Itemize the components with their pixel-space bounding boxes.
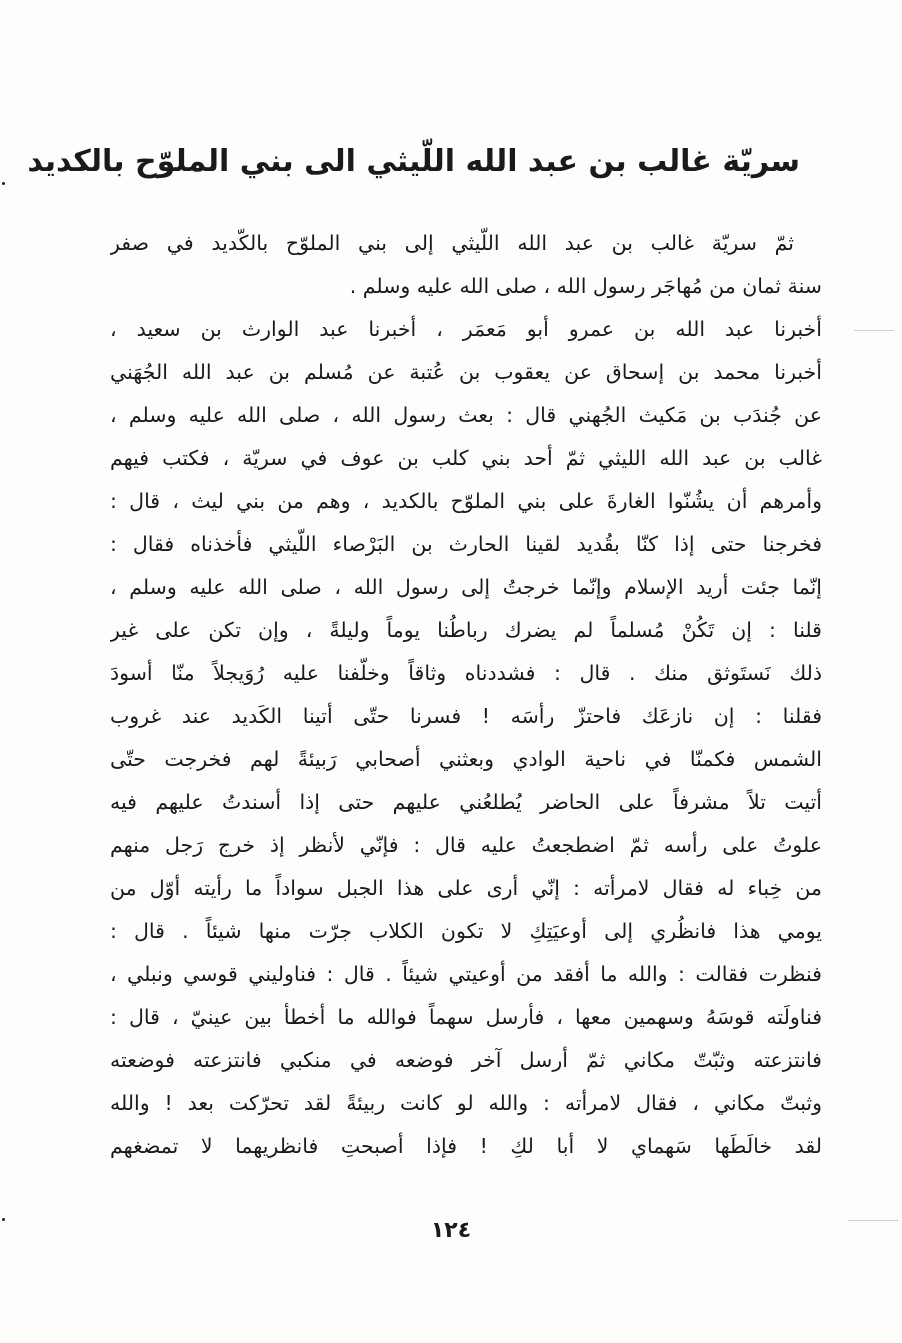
text-line: فناولَته قوسَهُ وسهمين معها ، فأرسل سهماً فوالله ما أخطأ بين عينيّ ، قال : [110, 1005, 822, 1029]
text-line: سنة ثمان من مُهاجَر رسول الله ، صلى الله عليه وسلم . [349, 274, 822, 298]
text-line: يومي هذا فانظُري إلى أوعيَتِكِ لا تكون الكلاب جرّت منها شيئاً . قال : [110, 919, 822, 943]
page-number: ١٢٤ [430, 1218, 472, 1243]
text-line: من خِباء له فقال لامرأته : إنّي أرى على هذا الجبل سواداً ما رأيته أوّل من [110, 876, 822, 900]
body-text [110, 222, 822, 1168]
text-line: ثمّ سريّة غالب بن عبد الله اللّيثي إلى بني الملوّح بالكّديد في صفر [110, 231, 794, 255]
text-line: أخبرنا محمد بن إسحاق عن يعقوب بن عُتبة عن مُسلم بن عبد الله الجُهَني [110, 360, 822, 384]
text-line: علوتُ على رأسه ثمّ اضطجعتُ عليه قال : فإنّي لأنظر إذ خرج رَجل منهم [110, 833, 822, 857]
text-line: عن جُندَب بن مَكيث الجُهني قال : بعث رسول الله ، صلى الله عليه وسلم ، [110, 403, 822, 427]
text-line: غالب بن عبد الله الليثي ثمّ أحد بني كلب بن عوف في سريّة ، فكتب فيهم [110, 446, 822, 470]
text-line: أخبرنا عبد الله بن عمرو أبو مَعمَر ، أخبرنا عبد الوارث بن سعيد ، [110, 317, 822, 341]
text-line: الشمس فكمنّا في ناحية الوادي وبعثني أصحابي رَبيئةً لهم فخرجت حتّى [110, 747, 822, 771]
scan-edge-line [854, 330, 894, 331]
scan-mark [2, 182, 5, 185]
text-line: لقد خالَطَها سَهماي لا أبا لكِ ! فإذا أصبحتِ فانظريهما لا تمضغهم [110, 1134, 822, 1158]
text-line: أتيت تلاً مشرفاً على الحاضر يُطلعُني عليهم حتى إذا أسندتُ عليهم فيه [110, 790, 822, 814]
text-line: قلنا : إن تَكُنْ مُسلماً لم يضرك رباطُنا يوماً وليلةً ، وإن تكن على غير [110, 618, 822, 642]
chapter-title: سريّة غالب بن عبد الله اللّيثي الى بني الملوّح بالكديد [27, 144, 800, 179]
text-line: فانتزعته وثبّتّ مكاني ثمّ أرسل آخر فوضعه في منكبي فانتزعته فوضعته [110, 1048, 822, 1072]
text-line: وثبتّ مكاني ، فقال لامرأته : والله لو كانت ربيئةً لقد تحرّكت بعد ! والله [110, 1091, 822, 1115]
text-line: فنظرت فقالت : والله ما أفقد من أوعيتي شيئاً . قال : فناوليني قوسي ونبلي ، [110, 962, 822, 986]
text-line: فخرجنا حتى إذا كنّا بقُديد لقينا الحارث بن البَرْصاء اللّيثي فأخذناه فقال : [110, 532, 822, 556]
text-line: ذلك نَستَوثق منك . قال : فشددناه وثاقاً وخلّفنا عليه رُوَيجلاً منّا أسودَ [110, 661, 822, 685]
text-line: وأمرهم أن يشُنّوا الغارةَ على بني الملوّح بالكديد ، وهم من بني ليث ، قال : [110, 489, 822, 513]
text-line: فقلنا : إن نازعَك فاحتزّ رأسَه ! فسرنا حتّى أتينا الكَديد عند غروب [110, 704, 822, 728]
text-line: إنّما جئت أريد الإسلام وإنّما خرجتُ إلى رسول الله ، صلى الله عليه وسلم ، [110, 575, 822, 599]
